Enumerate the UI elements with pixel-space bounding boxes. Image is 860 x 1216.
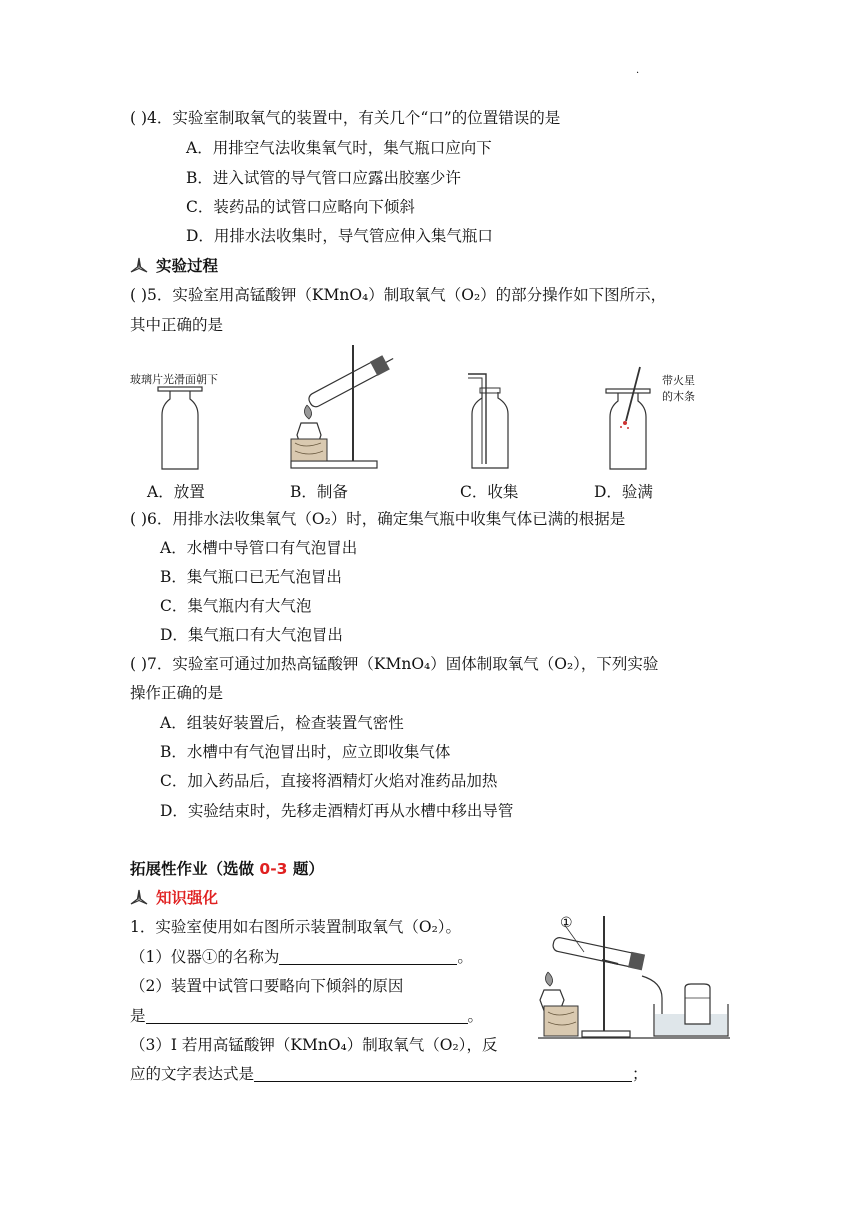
fig-d-test-full-bottle bbox=[600, 365, 660, 473]
q6-option-a: A．水槽中导管口有气泡冒出 bbox=[160, 539, 358, 557]
q1-part3-line1: （3）I 若用高锰酸钾（KMnO₄）制取氧气（O₂），反 bbox=[130, 1036, 498, 1054]
q7-option-d: D．实验结束时，先移走酒精灯再从水槽中移出导管 bbox=[160, 802, 514, 820]
section-knowledge bbox=[130, 888, 218, 908]
extension-title-range: 0-3 bbox=[259, 860, 288, 878]
q1-part3-end: ； bbox=[632, 1065, 648, 1083]
extension-title bbox=[130, 859, 324, 879]
fig-a-caption: A．放置 bbox=[147, 483, 205, 501]
q1-part1 bbox=[130, 947, 473, 967]
section-knowledge-title: 知识强化 bbox=[156, 889, 219, 907]
q5-stem-line1: ( )5．实验室用高锰酸钾（KMnO₄）制取氧气（O₂）的部分操作如下图所示， bbox=[130, 286, 667, 304]
extension-title-prefix: 拓展性作业（选做 bbox=[130, 860, 260, 878]
q1-apparatus-figure bbox=[538, 912, 733, 1040]
tri-star-icon bbox=[130, 257, 148, 273]
q4-option-b: B．进入试管的导气管口应露出胶塞少许 bbox=[186, 169, 461, 187]
q7-option-c: C．加入药品后，直接将酒精灯火焰对准药品加热 bbox=[160, 772, 498, 790]
q4-option-c: C．装药品的试管口应略向下倾斜 bbox=[186, 198, 415, 216]
section-title: 实验过程 bbox=[156, 257, 219, 275]
q6-option-c: C．集气瓶内有大气泡 bbox=[160, 597, 312, 615]
fig-c-collection-bottle bbox=[460, 368, 520, 473]
q7-option-b: B．水槽中有气泡冒出时，应立即收集气体 bbox=[160, 743, 451, 761]
fig-d-label-1: 带火星 bbox=[662, 374, 695, 387]
fig-d-label-2: 的木条 bbox=[662, 390, 695, 403]
q1-part3-blank[interactable] bbox=[254, 1066, 632, 1082]
fig-d-caption: D．验满 bbox=[594, 483, 653, 501]
fig-a-label: 玻璃片光滑面朝下 bbox=[130, 373, 218, 386]
q1-stem: 1．实验室使用如右图所示装置制取氧气（O₂）。 bbox=[130, 918, 462, 936]
q4-option-a: A．用排空气法收集氧气时，集气瓶口应向下 bbox=[186, 139, 492, 157]
section-experiment-process bbox=[130, 256, 218, 276]
fig-b-heating-apparatus bbox=[285, 343, 405, 473]
q6-option-d: D．集气瓶口有大气泡冒出 bbox=[160, 626, 343, 644]
q1-part2-text: 是 bbox=[130, 1007, 146, 1025]
q7-stem-line1: ( )7．实验室可通过加热高锰酸钾（KMnO₄）固体制取氧气（O₂），下列实验 bbox=[130, 655, 659, 673]
extension-title-suffix: 题） bbox=[287, 860, 324, 878]
q1-fig-label: ① bbox=[560, 915, 573, 931]
fig-a-gas-bottle bbox=[150, 385, 210, 475]
q1-part3-text: 应的文字表达式是 bbox=[130, 1065, 255, 1083]
q1-part3-line2 bbox=[130, 1064, 648, 1084]
q4-stem: ( )4．实验室制取氧气的装置中，有关几个“口”的位置错误的是 bbox=[130, 109, 561, 127]
q1-part2-line2 bbox=[130, 1006, 483, 1026]
q7-stem-line2: 操作正确的是 bbox=[130, 684, 224, 702]
q6-stem: ( )6．用排水法收集氧气（O₂）时，确定集气瓶中收集气体已满的根据是 bbox=[130, 510, 626, 528]
q6-option-b: B．集气瓶口已无气泡冒出 bbox=[160, 568, 342, 586]
q1-part2-blank[interactable] bbox=[146, 1008, 468, 1024]
q5-stem-line2: 其中正确的是 bbox=[130, 316, 224, 334]
fig-c-caption: C．收集 bbox=[460, 483, 519, 501]
q1-part2-line1: （2）装置中试管口要略向下倾斜的原因 bbox=[130, 977, 404, 995]
page-dot: · bbox=[636, 68, 640, 79]
q4-option-d: D．用排水法收集时，导气管应伸入集气瓶口 bbox=[186, 227, 493, 245]
q1-part2-end: 。 bbox=[467, 1007, 484, 1025]
tri-star-icon bbox=[130, 889, 148, 905]
q1-part1-end: 。 bbox=[457, 948, 473, 966]
q7-option-a: A．组装好装置后，检查装置气密性 bbox=[160, 714, 404, 732]
fig-b-caption: B．制备 bbox=[290, 483, 348, 501]
q1-part1-blank[interactable] bbox=[279, 949, 457, 965]
q1-part1-text: （1）仪器①的名称为 bbox=[130, 948, 280, 966]
